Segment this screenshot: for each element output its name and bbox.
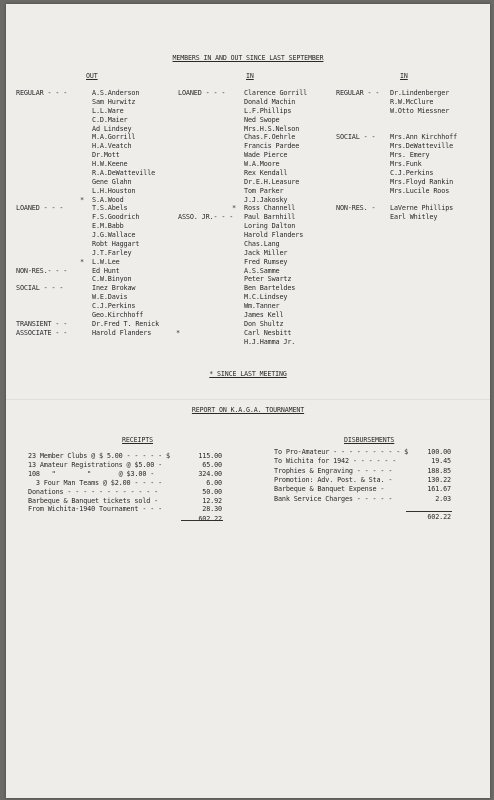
member-name: L.H.Houston — [92, 186, 136, 195]
disbursement-label: Barbeque & Banquet Expense - — [274, 485, 385, 494]
receipt-amount: 50.00 — [202, 487, 222, 496]
member-name: C.D.Maier — [92, 115, 128, 124]
member-name: James Kell — [244, 311, 284, 319]
disbursement-amount: 130.22 — [427, 475, 451, 484]
member-name: A.S.Samme — [244, 266, 280, 275]
member-category: SOCIAL - - — [336, 133, 376, 142]
member-name: Ben Barteldes — [244, 284, 296, 293]
member-name: Peter Swartz — [244, 275, 292, 284]
document-page — [6, 4, 490, 798]
member-category: REGULAR - - — [336, 89, 380, 97]
member-name: Dr.Lindenberger — [390, 89, 450, 97]
member-name: Inez Brokaw — [92, 284, 136, 293]
member-name: Dr.Fred T. Renick — [92, 319, 160, 328]
member-name: Jack Miller — [244, 248, 288, 257]
member-category: LOANED - - - — [178, 89, 226, 97]
member-name: Mrs.DeWatteville — [390, 142, 454, 151]
member-name: C.J.Perkins — [92, 302, 136, 311]
member-category: TRANSIENT - - — [16, 319, 68, 328]
member-name: S.A.Wood — [92, 195, 124, 204]
member-name: L.L.Ware — [92, 106, 124, 115]
member-name: L.W.Lee — [92, 257, 120, 266]
since-last-meeting-note: * SINCE LAST MEETING — [209, 370, 287, 378]
receipt-label: Barbeque & Banquet tickets sold - — [28, 496, 159, 505]
receipt-label: 23 Member Clubs @ $ 5.00 - - - - - $ — [28, 452, 170, 460]
member-name: Gene Glahn — [92, 177, 132, 186]
disbursement-label: To Wichita for 1942 - - - - - - — [274, 457, 397, 466]
receipt-amount: 6.00 — [206, 478, 222, 487]
column-header-in-second: IN — [400, 72, 408, 80]
disbursement-amount: 161.67 — [427, 485, 451, 494]
member-name: Tom Parker — [244, 186, 284, 195]
member-name: C.J.Perkins — [390, 168, 434, 177]
member-name: Ned Swope — [244, 115, 280, 124]
member-name: Clarence Gorrill — [244, 89, 308, 97]
receipt-label: Donations - - - - - - - - - - - - — [28, 487, 159, 496]
disbursement-amount: 188.85 — [427, 466, 451, 475]
disbursements-heading: DISBURSEMENTS — [344, 436, 395, 444]
member-name: Mrs. Emery — [390, 151, 430, 160]
member-name: Mrs.Funk — [390, 160, 422, 169]
member-name: Ed Hunt — [92, 266, 120, 275]
member-name: Mrs.Ann Kirchhoff — [390, 133, 458, 142]
member-name: Sam Hurwitz — [92, 97, 136, 106]
disbursement-label: Trophies & Engraving - - - - - — [274, 466, 393, 475]
member-name: Mrs.H.S.Nelson — [244, 124, 300, 133]
receipt-amount: 65.00 — [202, 460, 222, 469]
member-name: Dr.E.H.Leasure — [244, 177, 300, 186]
member-name: Dr.Mott — [92, 151, 120, 160]
member-category: ASSO. JR.- - - — [178, 213, 234, 222]
member-name: R.A.DeWatteville — [92, 168, 156, 177]
member-name: Mrs.Lucile Roos — [390, 186, 450, 195]
member-name: Donald Machin — [244, 97, 296, 106]
receipt-label: 13 Amateur Registrations @ $5.00 - — [28, 460, 163, 469]
member-name: Earl Whitley — [390, 213, 438, 222]
member-name: Geo.Kirchhoff — [92, 311, 144, 319]
member-name: Harold Flanders — [244, 231, 304, 240]
disbursements-total-rule — [406, 511, 452, 512]
member-name: H.A.Veatch — [92, 142, 132, 151]
member-name: Don Shultz — [244, 319, 284, 328]
member-name: Mrs.Floyd Rankin — [390, 177, 454, 186]
member-name: Chas.Lang — [244, 239, 280, 248]
member-name: M.A.Gorrill — [92, 133, 136, 142]
member-name: Chas.F.Oehrle — [244, 133, 296, 142]
member-name: J.J.Jakosky — [244, 195, 288, 204]
member-name: C.W.Binyon — [92, 275, 132, 284]
receipt-amount: 324.00 — [198, 469, 222, 478]
disbursements-total: 602.22 — [427, 513, 451, 521]
member-name: LaVerne Phillips — [390, 204, 454, 213]
member-category: REGULAR - - - — [16, 89, 68, 97]
member-name: F.S.Goodrich — [92, 213, 140, 222]
member-name: J.G.Wallace — [92, 231, 136, 240]
member-name: W.A.Moore — [244, 160, 280, 169]
column-header-out: OUT — [86, 72, 98, 80]
receipts-heading: RECEIPTS — [122, 436, 153, 444]
receipt-label: From Wichita-1940 Tournament - - - — [28, 505, 163, 514]
receipt-label: 3 Four Man Teams @ $2.00 - - - - — [28, 478, 163, 487]
member-category: NON-RES.- - - — [16, 266, 68, 275]
member-name: E.M.Babb — [92, 222, 124, 231]
member-name: Ad Lindsey — [92, 124, 132, 133]
member-name: J.T.Farley — [92, 248, 132, 257]
column-header-in: IN — [246, 72, 254, 80]
receipt-label: 108 " " @ $3.00 - — [28, 469, 155, 478]
member-name: Robt Haggart — [92, 239, 140, 248]
member-name: Harold Flanders — [92, 328, 152, 337]
since-meeting-marker: * — [232, 204, 236, 213]
member-category: SOCIAL - - - — [16, 284, 64, 293]
member-name: M.C.Lindsey — [244, 293, 288, 302]
member-name: H.J.Hamma Jr. — [244, 337, 296, 346]
member-name: W.E.Davis — [92, 293, 128, 302]
member-name: Wade Pierce — [244, 151, 288, 160]
page-fold — [6, 399, 490, 400]
receipt-amount: 12.92 — [202, 496, 222, 505]
member-name: Francis Pardee — [244, 142, 300, 151]
report-title: REPORT ON K.A.G.A. TOURNAMENT — [191, 406, 305, 414]
member-name: Fred Rumsey — [244, 257, 288, 266]
since-meeting-marker: * — [80, 257, 84, 266]
member-name: H.W.Keene — [92, 160, 128, 169]
member-name: Wm.Tanner — [244, 302, 280, 311]
member-category: NON-RES. - — [336, 204, 376, 213]
member-name: L.F.Phillips — [244, 106, 292, 115]
disbursement-label: Promotion: Adv. Post. & Sta. - — [274, 475, 393, 484]
member-name: Rex Kendall — [244, 168, 288, 177]
member-name: A.S.Anderson — [92, 89, 140, 97]
disbursement-label: To Pro-Amateur - - - - - - - - - $ — [274, 448, 409, 456]
document-title: MEMBERS IN AND OUT SINCE LAST SEPTEMBER — [172, 54, 324, 62]
receipt-amount: 28.30 — [202, 505, 222, 514]
receipts-total: 602.22 — [198, 515, 222, 523]
since-meeting-marker: * — [176, 328, 180, 337]
member-name: Carl Nesbitt — [244, 328, 292, 337]
member-category: ASSOCIATE - - — [16, 328, 68, 337]
member-name: T.S.Abels — [92, 204, 128, 213]
member-name: R.W.McClure — [390, 97, 434, 106]
member-name: Loring Dalton — [244, 222, 296, 231]
since-meeting-marker: * — [80, 195, 84, 204]
member-name: W.Otto Miessner — [390, 106, 450, 115]
disbursement-label: Bank Service Charges - - - - - — [274, 494, 393, 503]
member-category: LOANED - - - — [16, 204, 64, 213]
member-name: Paul Barnhill — [244, 213, 296, 222]
member-name: Ross Channell — [244, 204, 296, 213]
receipt-amount: 115.00 — [198, 452, 222, 460]
disbursement-amount: 2.03 — [435, 494, 451, 503]
disbursement-amount: 100.00 — [427, 448, 451, 456]
disbursement-amount: 19.45 — [431, 457, 451, 466]
